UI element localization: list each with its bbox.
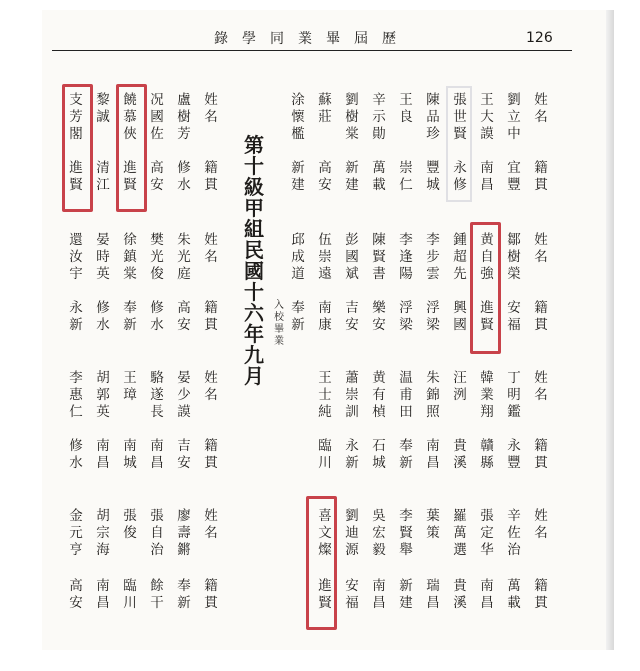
header-label-name: 姓名 <box>534 92 548 125</box>
student-origin: 南昌 <box>96 578 110 611</box>
student-origin: 高安 <box>318 160 332 193</box>
student-name: 陳品珍 <box>426 92 440 142</box>
student-origin: 臨川 <box>318 438 332 471</box>
student-origin: 南城 <box>123 438 137 471</box>
student-origin: 奉新 <box>399 438 413 471</box>
student-origin: 修水 <box>177 160 191 193</box>
header-label-origin: 籍貫 <box>534 300 548 333</box>
student-name: 胡宗海 <box>96 508 110 558</box>
student-origin: 奉新 <box>123 300 137 333</box>
student-name: 王璋 <box>123 370 137 403</box>
student-name: 李步雲 <box>426 232 440 282</box>
student-origin: 南昌 <box>480 578 494 611</box>
header-label-name: 姓名 <box>534 370 548 403</box>
student-origin: 修水 <box>150 300 164 333</box>
student-origin: 進賢 <box>318 578 332 611</box>
student-origin: 萬載 <box>507 578 521 611</box>
header-label-origin: 籍貫 <box>204 300 218 333</box>
student-origin: 南昌 <box>372 578 386 611</box>
student-name: 李賢舉 <box>399 508 413 558</box>
student-origin: 高安 <box>177 300 191 333</box>
student-origin: 永新 <box>69 300 83 333</box>
student-name: 羅萬選 <box>453 508 467 558</box>
student-name: 劉迪源 <box>345 508 359 558</box>
student-name: 彭國斌 <box>345 232 359 282</box>
student-origin: 奉新 <box>291 300 305 333</box>
student-origin: 石城 <box>372 438 386 471</box>
student-name: 黄自強 <box>480 232 494 282</box>
student-origin: 永新 <box>345 438 359 471</box>
student-name: 晏時英 <box>96 232 110 282</box>
student-origin: 清江 <box>96 160 110 193</box>
page-number: 126 <box>526 30 553 46</box>
student-origin: 新建 <box>345 160 359 193</box>
student-origin: 豐城 <box>426 160 440 193</box>
student-name: 葉策 <box>426 508 440 541</box>
student-origin: 臨川 <box>123 578 137 611</box>
student-name: 廖壽鏘 <box>177 508 191 558</box>
student-origin: 永修 <box>453 160 467 193</box>
student-origin: 吉安 <box>177 438 191 471</box>
student-origin: 南昌 <box>96 438 110 471</box>
student-name: 王大謨 <box>480 92 494 142</box>
student-origin: 餘干 <box>150 578 164 611</box>
student-name: 王士純 <box>318 370 332 420</box>
student-name: 支芳閣 <box>69 92 83 142</box>
student-name: 蕭崇訓 <box>345 370 359 420</box>
student-name: 黄有楨 <box>372 370 386 420</box>
header-label-name: 姓名 <box>534 508 548 541</box>
student-origin: 南康 <box>318 300 332 333</box>
student-origin: 貴溪 <box>453 578 467 611</box>
student-origin: 進賢 <box>480 300 494 333</box>
student-origin: 浮梁 <box>426 300 440 333</box>
student-origin: 興國 <box>453 300 467 333</box>
student-name: 樊光俊 <box>150 232 164 282</box>
student-name: 鍾超先 <box>453 232 467 282</box>
student-origin: 高安 <box>150 160 164 193</box>
student-origin: 浮梁 <box>399 300 413 333</box>
student-origin: 吉安 <box>345 300 359 333</box>
header-label-name: 姓名 <box>204 92 218 125</box>
student-name: 還汝宇 <box>69 232 83 282</box>
student-origin: 南昌 <box>480 160 494 193</box>
student-origin: 修水 <box>96 300 110 333</box>
student-name: 朱光庭 <box>177 232 191 282</box>
student-origin: 奉新 <box>177 578 191 611</box>
student-name: 李逢陽 <box>399 232 413 282</box>
student-name: 胡郭英 <box>96 370 110 420</box>
class-title: 第十級甲組民國十六年九月 <box>244 133 264 388</box>
student-origin: 瑞昌 <box>426 578 440 611</box>
student-name: 駱遂長 <box>150 370 164 420</box>
student-origin: 安福 <box>345 578 359 611</box>
student-name: 張自治 <box>150 508 164 558</box>
student-name: 王良 <box>399 92 413 125</box>
student-origin: 萬載 <box>372 160 386 193</box>
student-name: 蘇莊 <box>318 92 332 125</box>
student-name: 韓業翔 <box>480 370 494 420</box>
student-name: 陳賢書 <box>372 232 386 282</box>
header-label-origin: 籍貫 <box>204 438 218 471</box>
student-name: 朱錦照 <box>426 370 440 420</box>
header-label-origin: 籍貫 <box>204 160 218 193</box>
header-label-name: 姓名 <box>534 232 548 265</box>
student-origin: 新建 <box>291 160 305 193</box>
student-origin: 進賢 <box>123 160 137 193</box>
student-origin: 安福 <box>507 300 521 333</box>
header-label-origin: 籍貫 <box>534 578 548 611</box>
student-name: 饒慕俠 <box>123 92 137 142</box>
student-name: 劉立中 <box>507 92 521 142</box>
student-origin: 樂安 <box>372 300 386 333</box>
student-name: 温甫田 <box>399 370 413 420</box>
student-name: 邱成道 <box>291 232 305 282</box>
student-origin: 宜豐 <box>507 160 521 193</box>
student-name: 丁明鑑 <box>507 370 521 420</box>
student-name: 金元亨 <box>69 508 83 558</box>
header-label-origin: 籍貫 <box>204 578 218 611</box>
header-label-origin: 籍貫 <box>534 160 548 193</box>
student-name: 辛佐治 <box>507 508 521 558</box>
student-name: 劉樹棠 <box>345 92 359 142</box>
student-name: 晏少謨 <box>177 370 191 420</box>
student-origin: 高安 <box>69 578 83 611</box>
student-origin: 贛縣 <box>480 438 494 471</box>
student-name: 汪洌 <box>453 370 467 403</box>
student-name: 辛示勛 <box>372 92 386 142</box>
student-name: 涂懷檻 <box>291 92 305 142</box>
student-name: 盧樹芳 <box>177 92 191 142</box>
page-header-title: 錄學同業畢屆歷 <box>214 31 410 47</box>
class-note: 入校畢業 <box>274 300 284 347</box>
student-origin: 貴溪 <box>453 438 467 471</box>
student-origin: 進賢 <box>69 160 83 193</box>
student-origin: 崇仁 <box>399 160 413 193</box>
student-origin: 新建 <box>399 578 413 611</box>
header-label-name: 姓名 <box>204 232 218 265</box>
student-origin: 南昌 <box>150 438 164 471</box>
student-name: 喜文燦 <box>318 508 332 558</box>
student-name: 况國佐 <box>150 92 164 142</box>
student-name: 黎誠 <box>96 92 110 125</box>
student-name: 鄒樹榮 <box>507 232 521 282</box>
student-name: 張定华 <box>480 508 494 558</box>
student-name: 張俊 <box>123 508 137 541</box>
header-label-name: 姓名 <box>204 370 218 403</box>
header-label-name: 姓名 <box>204 508 218 541</box>
student-origin: 永豐 <box>507 438 521 471</box>
page-edge-shadow <box>606 10 614 650</box>
student-origin: 南昌 <box>426 438 440 471</box>
student-name: 李惠仁 <box>69 370 83 420</box>
student-name: 徐鎮棠 <box>123 232 137 282</box>
student-name: 伍崇遠 <box>318 232 332 282</box>
student-name: 吳宏毅 <box>372 508 386 558</box>
header-rule <box>52 50 572 51</box>
header-label-origin: 籍貫 <box>534 438 548 471</box>
student-origin: 修水 <box>69 438 83 471</box>
student-name: 張世賢 <box>453 92 467 142</box>
